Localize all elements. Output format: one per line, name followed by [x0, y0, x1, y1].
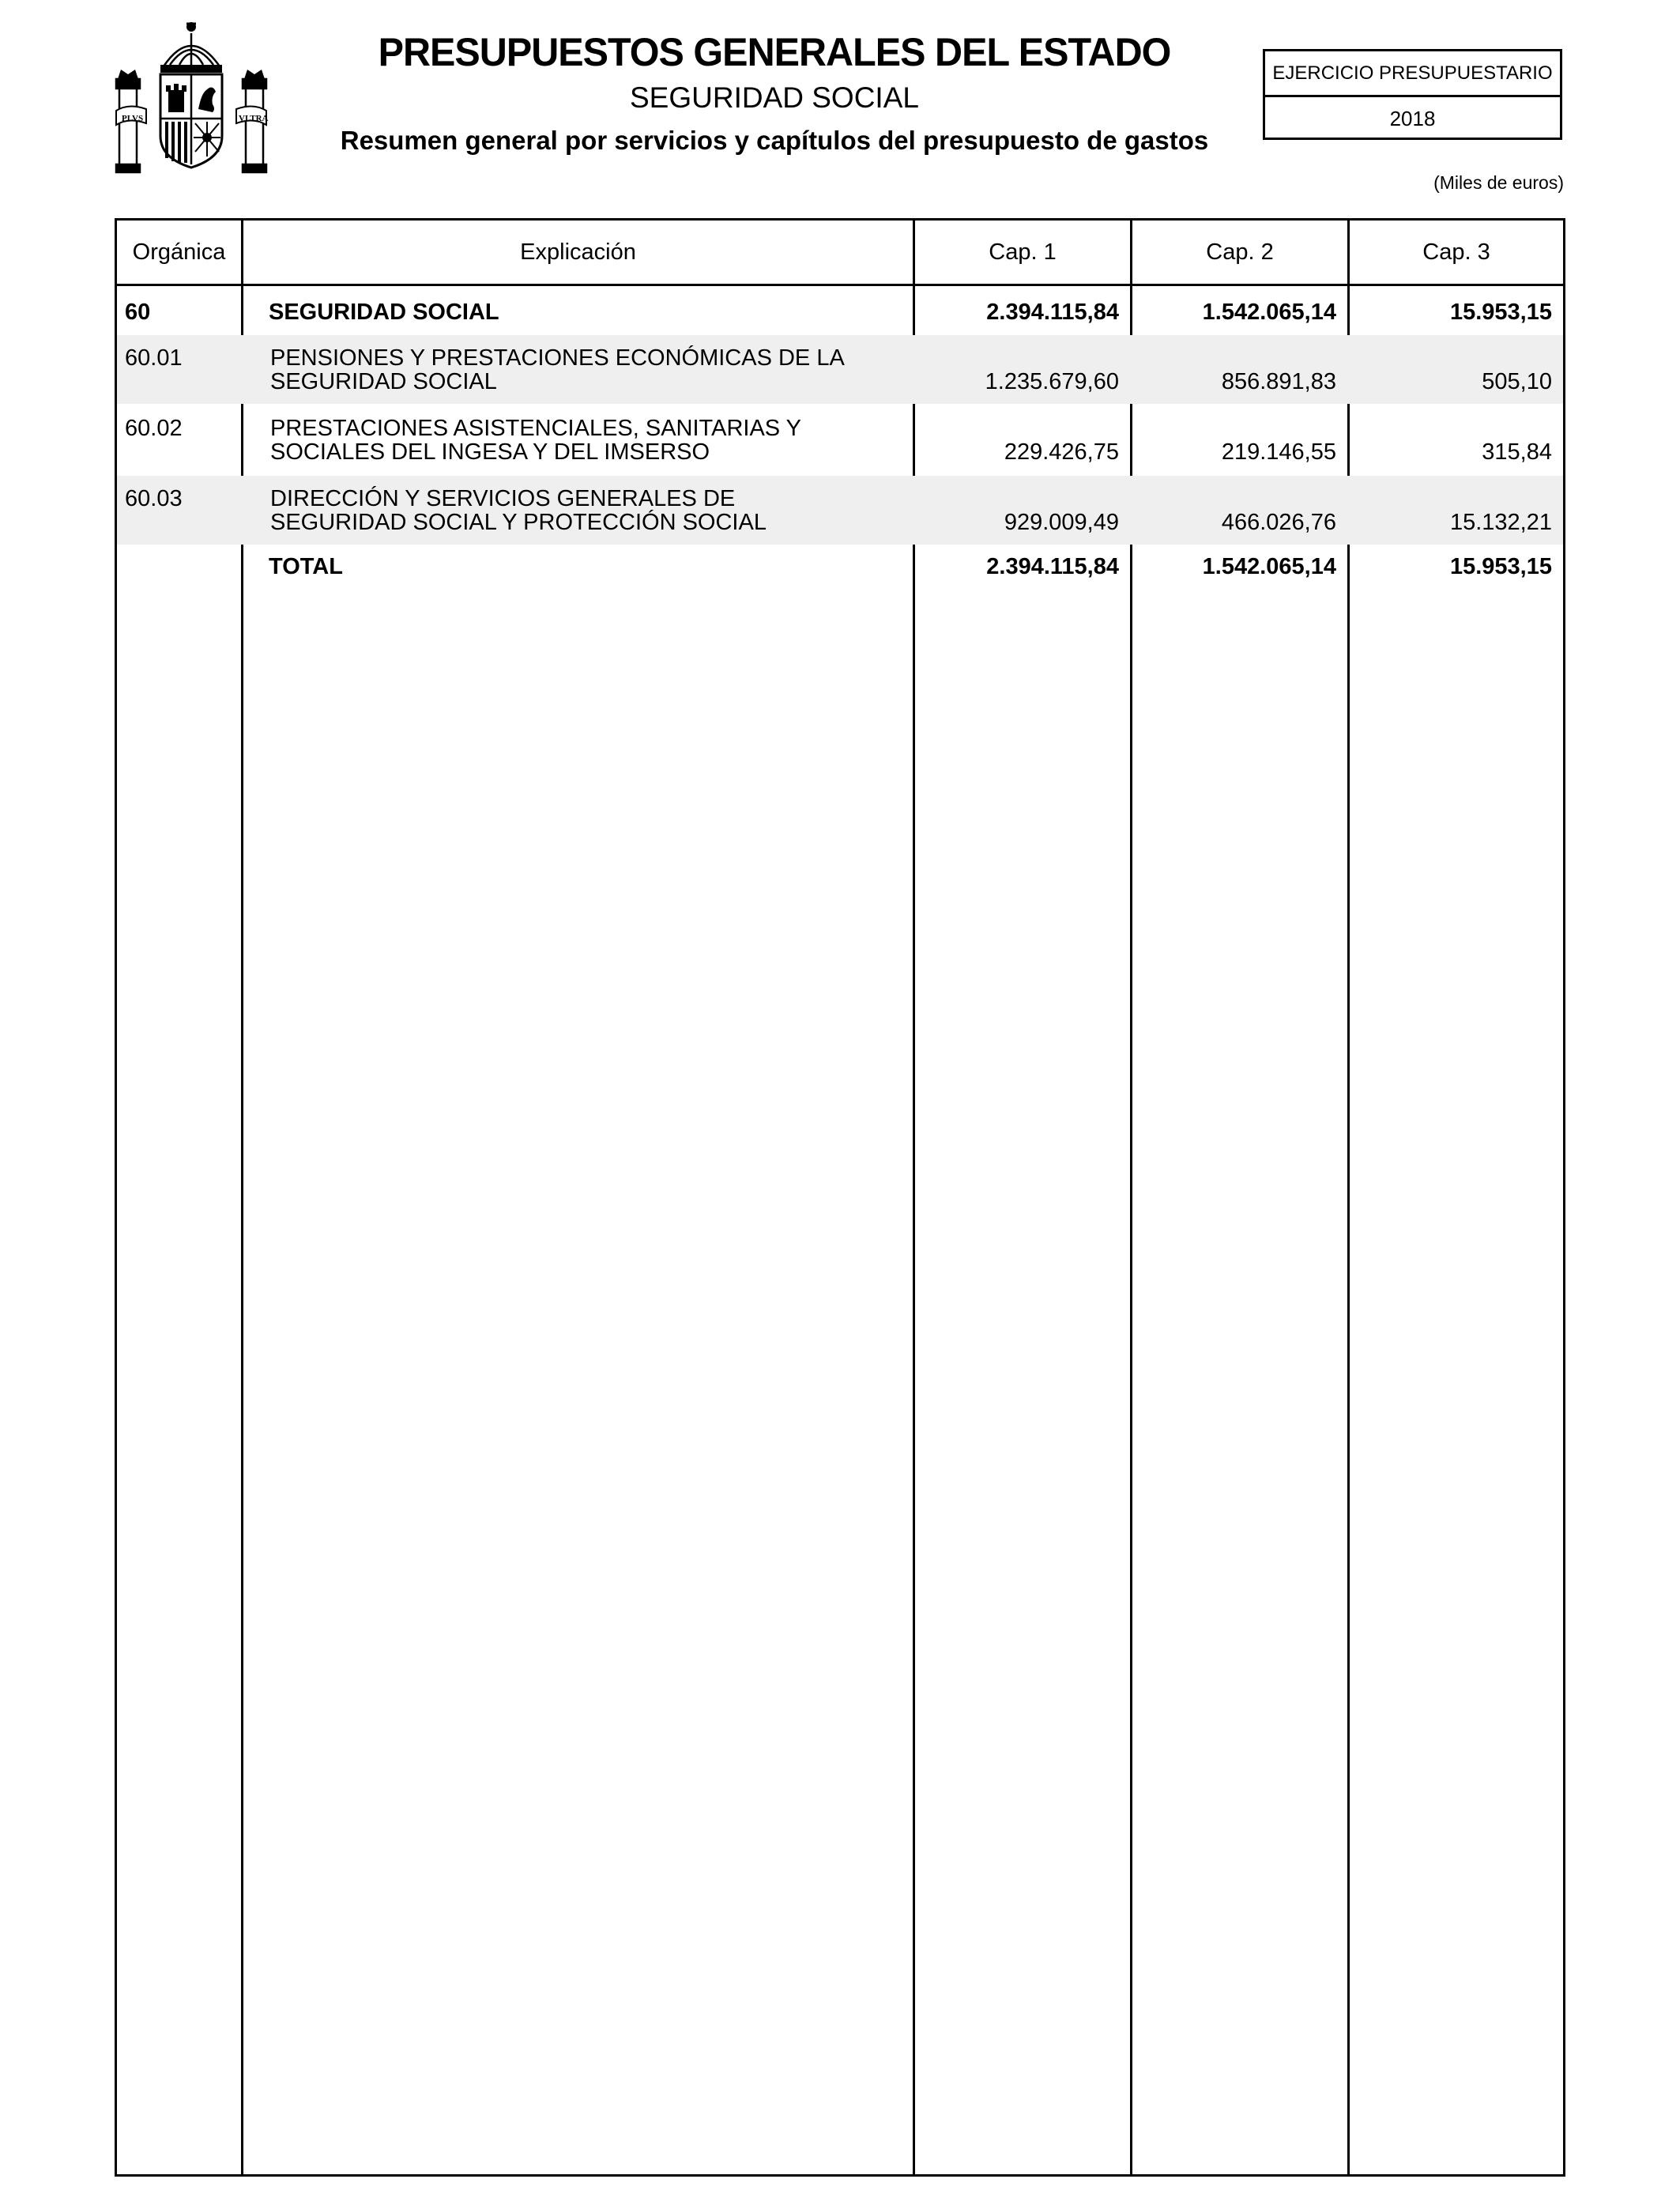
- cap3-value: 315,84: [1482, 439, 1552, 465]
- column-header-explicacion: Explicación: [520, 239, 636, 265]
- table-total-row: [117, 547, 1563, 586]
- organica-code: 60.01: [125, 345, 183, 371]
- explicacion-text: DIRECCIÓN Y SERVICIOS GENERALES DE: [270, 486, 736, 511]
- cap3-value: 505,10: [1482, 369, 1552, 394]
- organica-code: 60.02: [125, 416, 183, 441]
- explicacion-text: PENSIONES Y PRESTACIONES ECONÓMICAS DE LA: [270, 345, 845, 371]
- table-row: [117, 405, 1563, 474]
- cap2-value: 1.542.065,14: [1202, 300, 1336, 325]
- units-note: (Miles de euros): [1433, 172, 1564, 193]
- page-description: Resumen general por servicios y capítulos del presupuesto de gastos: [340, 126, 1209, 155]
- cap3-value: 15.953,15: [1449, 300, 1552, 325]
- svg-text:PLVS: PLVS: [122, 114, 144, 123]
- total-label: TOTAL: [269, 554, 343, 579]
- organica-code: 60.03: [125, 486, 183, 511]
- total-cap2-value: 1.542.065,14: [1202, 554, 1336, 579]
- cap1-value: 229.426,75: [1004, 439, 1119, 465]
- cap1-value: 929.009,49: [1004, 510, 1119, 535]
- header-divider: [115, 284, 1565, 286]
- explicacion-text-line2: SEGURIDAD SOCIAL: [270, 369, 497, 394]
- table-row: [117, 288, 1563, 334]
- total-cap3-value: 15.953,15: [1449, 554, 1552, 579]
- cap2-value: 856.891,83: [1221, 369, 1336, 394]
- explicacion-text: SEGURIDAD SOCIAL: [269, 300, 499, 325]
- explicacion-text-line2: SOCIALES DEL INGESA Y DEL IMSERSO: [270, 439, 710, 465]
- header-title-block: [300, 28, 1249, 156]
- column-header-cap1: Cap. 1: [989, 239, 1057, 265]
- total-cap1-value: 2.394.115,84: [986, 554, 1119, 579]
- explicacion-text: PRESTACIONES ASISTENCIALES, SANITARIAS Y: [270, 416, 802, 441]
- page-title: PRESUPUESTOS GENERALES DEL ESTADO: [378, 30, 1171, 74]
- cap1-value: 2.394.115,84: [986, 300, 1119, 325]
- cap1-value: 1.235.679,60: [985, 369, 1119, 394]
- column-header-organica: Orgánica: [132, 239, 226, 265]
- table-row: [117, 335, 1563, 404]
- cap2-value: 466.026,76: [1221, 510, 1336, 535]
- coat-of-arms-icon: [115, 17, 269, 177]
- explicacion-text-line2: SEGURIDAD SOCIAL Y PROTECCIÓN SOCIAL: [270, 510, 767, 535]
- svg-text:VLTRA: VLTRA: [239, 114, 269, 123]
- cap3-value: 15.132,21: [1449, 510, 1552, 535]
- ejercicio-label: EJERCICIO PRESUPUESTARIO: [1265, 51, 1560, 97]
- organica-code: 60: [125, 300, 151, 325]
- ejercicio-box: [1263, 49, 1562, 140]
- column-header-cap2: Cap. 2: [1206, 239, 1274, 265]
- table-row: [117, 476, 1563, 545]
- ejercicio-value: 2018: [1389, 106, 1436, 130]
- page-subtitle: SEGURIDAD SOCIAL: [630, 81, 919, 114]
- column-header-cap3: Cap. 3: [1422, 239, 1490, 265]
- cap2-value: 219.146,55: [1221, 439, 1336, 465]
